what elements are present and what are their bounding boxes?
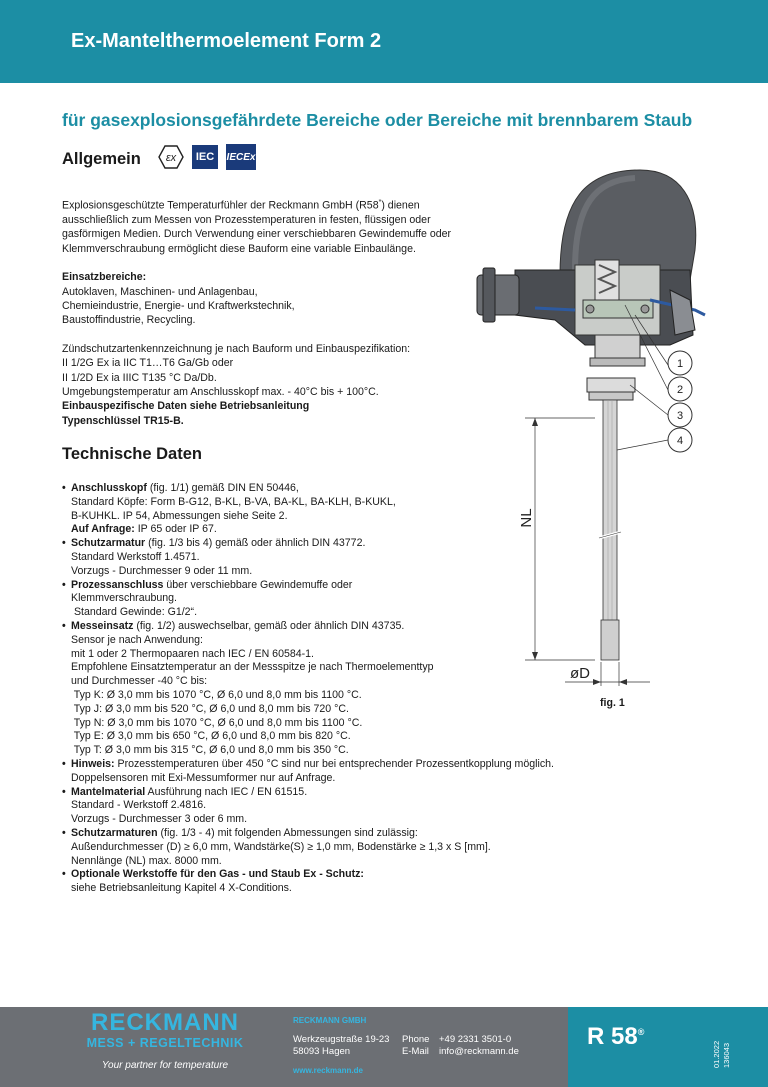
header-bar [0,0,768,83]
ex-hexagon-icon [158,145,184,169]
company-contact: Phone +49 2331 3501-0 E-Mail info@reckmann.de [402,1034,519,1057]
phone-number: +49 2331 3501-0 [439,1034,512,1045]
page-subtitle: für gasexplosionsgefährdete Bereiche oder Bereiche mit brennbarem Staub [62,110,693,130]
brand-subtitle: MESS + REGELTECHNIK [86,1036,244,1050]
iecex-logo: IECEx [226,144,256,170]
document-date-number: 01.2022 136043 [712,1040,731,1068]
callout-3: 3 [676,410,684,422]
nl-dimension-label: NL [518,508,535,528]
process-connection [587,378,635,400]
brand-tagline: Your partner for temperature [101,1060,229,1071]
intro-paragraph: Explosionsgeschützte Temperaturfühler der Reckmann GmbH (R58*) dienen ausschließlich zum Messen von Prozesstemperaturen in festen, flüssigen oder gasförmigen Medien. Durch Verwendung einer verschiebbaren Gewindemuffe oder Klemmverschraubung ermöglicht diese Bauform eine variable Einbaulänge. [62,199,452,255]
spec-optionale-werkstoffe: • Optionale Werkstoffe für den Gas - und Staub Ex - Schutz: siehe Betriebsanleitung Kapitel 4 X-Conditions. [62,868,582,896]
einsatz-block: Einsatzbereiche: Autoklaven, Maschinen- und Anlagenbau, Chemieindustrie, Energie- und Kraftwerkstechnik, Baustoffindustrie, Recycling. [62,271,295,327]
company-address: Werkzeugstraße 19-23 58093 Hagen [293,1034,390,1057]
callout-1: 1 [676,358,684,370]
certification-logos [158,143,256,171]
company-name: RECKMANN GMBH [293,1016,367,1025]
spec-schutzarmaturen: • Schutzarmaturen (fig. 1/3 - 4) mit folgenden Abmessungen sind zulässig: Außendurchmesser (D) ≥ 6,0 mm, Wandstärke(S) ≥ 1,0 mm, Bodenstärke ≥ 1,3 x S [mm]. Nennlänge (NL) max. 8000 mm. [62,827,582,868]
zuendschutz-block: Zündschutzartenkennzeichnung je nach Bauform und Einbauspezifikation: II 1/2G Ex ia IIC T1…T6 Ga/Gb oder II 1/2D Ex ia IIIC T135 °C Da/Db. Umgebungstemperatur am Anschlusskopf max. - 40°C bis + 100°C. Einbauspezifische Daten siehe Betriebsanleitung Typenschlüssel TR15-B. [62,342,411,427]
dimension-lines [518,418,650,686]
callout-2: 2 [676,384,684,396]
spec-schutzarmatur: • Schutzarmatur (fig. 1/3 bis 4) gemäß oder ähnlich DIN 43772. Standard Werkstoff 1.4571. Vorzugs - Durchmesser 9 oder 11 mm. [62,537,582,578]
spec-messeinsatz: • Messeinsatz (fig. 1/2) auswechselbar, gemäß oder ähnlich DIN 43735. Sensor je nach Anwendung: mit 1 oder 2 Thermopaaren nach IEC / EN 60584-1. Empfohlene Einsatztemperatur an der Messspitze je nach Thermoelementtyp und Durchmesser -40 °C bis: Typ K: Ø 3,0 mm bis 1070 °C, Ø 6,0 und 8,0 mm bis 1100 °C. Typ J: Ø 3,0 mm bis 520 °C, Ø 6,0 und 8,0 mm bis 720 °C. Typ N: Ø 3,0 mm bis 1070 °C, Ø 6,0 und 8,0 mm bis 1100 °C. Typ E: Ø 3,0 mm bis 650 °C, Ø 6,0 und 8,0 mm bis 820 °C. Typ T: Ø 3,0 mm bis 315 °C, Ø 6,0 und 8,0 mm bis 350 °C. [62,620,582,758]
connection-head [477,170,705,366]
email-address[interactable]: info@reckmann.de [439,1046,519,1057]
intro-text [62,196,462,442]
od-dimension-label: øD [570,665,590,682]
allgemein-heading: Allgemein [62,150,141,168]
reckmann-logo [60,1010,270,1071]
protection-tube [599,400,621,660]
product-code: R 58® [587,1023,645,1050]
callout-4: 4 [676,435,684,447]
iec-logo: IEC [192,145,218,169]
spec-anschlusskopf: • Anschlusskopf (fig. 1/1) gemäß DIN EN 50446, Standard Köpfe: Form B-G12, B-KL, B-VA, BA-KL, BA-KLH, B-KUKL, B-KUHKL. IP 54, Abmessungen siehe Seite 2. Auf Anfrage: IP 65 oder IP 67. [62,482,582,537]
spec-prozessanschluss: • Prozessanschluss über verschiebbare Gewindemuffe oder Klemmverschraubung. Standard Gewinde: G1/2“. [62,579,582,620]
spec-hinweis: • Hinweis: Prozesstemperaturen über 450 °C sind nur bei entsprechender Prozessentkopplung möglich. Doppelsensoren mit Exi-Messumformer nur auf Anfrage. [62,758,591,786]
thermocouple-drawing [465,160,725,720]
website-link[interactable]: www.reckmann.de [293,1066,363,1075]
figure-caption: fig. 1 [600,697,625,709]
einsatz-heading: Einsatzbereiche: [62,271,147,284]
technische-daten-heading: Technische Daten [62,445,202,463]
spec-mantelmaterial: • Mantelmaterial Ausführung nach IEC / EN 61515. Standard - Werkstoff 2.4816. Vorzugs - Durchmesser 3 oder 6 mm. [62,786,582,827]
svg-text:εx: εx [165,152,177,164]
page-title: Ex-Mantelthermoelement Form 2 [71,30,382,52]
brand-name: RECKMANN [91,1009,239,1036]
